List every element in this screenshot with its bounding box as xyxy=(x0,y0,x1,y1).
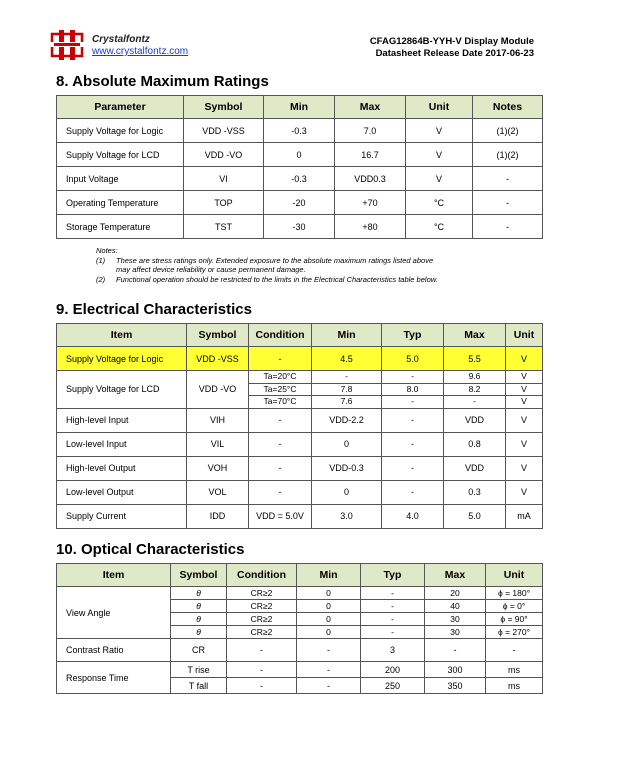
cell: - xyxy=(473,167,543,191)
section-title-optical: 10. Optical Characteristics xyxy=(56,541,245,558)
col-header: Max xyxy=(425,564,486,587)
cell: CR≥2 xyxy=(227,587,297,600)
cell: TST xyxy=(184,215,264,239)
cell: VOL xyxy=(187,480,249,504)
optical-table xyxy=(56,563,543,694)
cell-stack xyxy=(444,371,506,409)
col-header: Min xyxy=(297,564,361,587)
cell: V xyxy=(506,432,543,456)
col-header: Unit xyxy=(486,564,543,587)
cell: (1)(2) xyxy=(473,143,543,167)
col-header: Min xyxy=(312,324,382,347)
cell: 7.8 xyxy=(312,384,382,397)
cell: Storage Temperature xyxy=(57,215,184,239)
col-header: Symbol xyxy=(171,564,227,587)
cell: VDD-0.3 xyxy=(312,456,382,480)
cell: ms xyxy=(486,678,543,694)
cell: 300 xyxy=(425,662,486,678)
release-date: Datasheet Release Date 2017-06-23 xyxy=(375,48,534,59)
cell: CR xyxy=(171,639,227,662)
cell: VOH xyxy=(187,456,249,480)
cell: IDD xyxy=(187,504,249,528)
table-row xyxy=(57,167,543,191)
cell: -30 xyxy=(264,215,335,239)
cell: - xyxy=(249,408,312,432)
cell: Low-level Output xyxy=(57,480,187,504)
website-link[interactable]: www.crystalfontz.com xyxy=(92,46,189,57)
cell: V xyxy=(506,456,543,480)
cell: - xyxy=(361,626,425,639)
cell: 5.0 xyxy=(382,347,444,371)
note-2 xyxy=(96,275,438,285)
notes xyxy=(96,246,438,284)
table-row xyxy=(57,480,543,504)
cell: - xyxy=(473,396,476,406)
crystalfontz-logo-icon xyxy=(50,30,84,60)
table-row xyxy=(57,432,543,456)
col-header: Item xyxy=(57,564,171,587)
cell: Input Voltage xyxy=(57,167,184,191)
cell: VIH xyxy=(187,408,249,432)
note-1-cont xyxy=(96,265,438,275)
cell: V xyxy=(506,347,543,371)
cell: 7.0 xyxy=(335,119,406,143)
cell: 8.0 xyxy=(382,384,444,397)
cell: V xyxy=(506,408,543,432)
cell: View Angle xyxy=(57,587,171,639)
col-header: Max xyxy=(444,324,506,347)
cell: 8.2 xyxy=(444,384,506,397)
cell: - xyxy=(473,215,543,239)
cell: Supply Voltage for Logic xyxy=(57,119,184,143)
cell: ms xyxy=(486,662,543,678)
cell: Supply Voltage for Logic xyxy=(57,347,187,371)
cell: - xyxy=(361,587,425,600)
section-title-absolute-max: 8. Absolute Maximum Ratings xyxy=(56,73,269,90)
col-header: Unit xyxy=(406,96,473,119)
cell: VIL xyxy=(187,432,249,456)
cell: High-level Output xyxy=(57,456,187,480)
cell: ϕ = 0° xyxy=(486,600,543,613)
cell: VDD-2.2 xyxy=(312,408,382,432)
cell: Ta=70°C xyxy=(263,396,297,406)
absolute-max-table xyxy=(56,95,543,239)
cell: 0 xyxy=(297,613,361,626)
cell: Supply Current xyxy=(57,504,187,528)
cell: V xyxy=(506,371,543,384)
cell: -0.3 xyxy=(264,119,335,143)
cell: - xyxy=(382,408,444,432)
cell: VDD0.3 xyxy=(335,167,406,191)
cell: V xyxy=(406,167,473,191)
cell: θ xyxy=(171,626,227,639)
cell: V xyxy=(406,143,473,167)
cell: - xyxy=(227,662,297,678)
cell-stack xyxy=(506,371,543,409)
table-row xyxy=(57,119,543,143)
table-row xyxy=(57,639,543,662)
cell: T rise xyxy=(171,662,227,678)
note-text: may affect device reliability or cause permanent damage. xyxy=(116,265,306,274)
notes-heading: Notes: xyxy=(96,246,118,255)
cell: - xyxy=(249,480,312,504)
cell: mA xyxy=(506,504,543,528)
col-header: Unit xyxy=(506,324,543,347)
cell: - xyxy=(227,639,297,662)
col-header: Condition xyxy=(227,564,297,587)
cell: VDD xyxy=(444,456,506,480)
table-header-row xyxy=(57,564,543,587)
cell: - xyxy=(249,347,312,371)
cell: - xyxy=(411,396,414,406)
cell: +80 xyxy=(335,215,406,239)
cell: 0 xyxy=(264,143,335,167)
cell: θ xyxy=(171,613,227,626)
cell: Supply Voltage for LCD xyxy=(57,143,184,167)
cell: 5.5 xyxy=(444,347,506,371)
cell: CR≥2 xyxy=(227,613,297,626)
cell: 4.0 xyxy=(382,504,444,528)
cell: - xyxy=(312,371,382,384)
cell: 30 xyxy=(425,613,486,626)
cell: VDD xyxy=(444,408,506,432)
table-header-row xyxy=(57,96,543,119)
note-number: (1) xyxy=(96,255,106,265)
cell: VDD -VO xyxy=(187,371,249,409)
cell: - xyxy=(382,371,444,384)
cell: Ta=25°C xyxy=(249,384,312,397)
cell: - xyxy=(361,613,425,626)
cell: VDD -VO xyxy=(184,143,264,167)
cell: -0.3 xyxy=(264,167,335,191)
header-doc-info xyxy=(370,36,534,60)
cell: -20 xyxy=(264,191,335,215)
cell: 250 xyxy=(361,678,425,694)
section-title-electrical: 9. Electrical Characteristics xyxy=(56,301,252,318)
brand-name: Crystalfontz xyxy=(92,34,150,45)
cell: 9.6 xyxy=(444,371,506,384)
cell: - xyxy=(249,456,312,480)
col-header: Min xyxy=(264,96,335,119)
cell: Ta=20°C xyxy=(249,371,312,384)
cell: θ xyxy=(171,587,227,600)
cell-stack xyxy=(249,371,312,409)
col-header: Item xyxy=(57,324,187,347)
note-number: (2) xyxy=(96,274,106,284)
cell: ϕ = 90° xyxy=(486,613,543,626)
cell: - xyxy=(297,662,361,678)
note-text: Functional operation should be restricted to the limits in the Electrical Characteristics table below. xyxy=(116,274,438,284)
cell: Response Time xyxy=(57,662,171,694)
note-text: These are stress ratings only. Extended exposure to the absolute maximum ratings listed above xyxy=(116,255,434,265)
cell: 0.8 xyxy=(444,432,506,456)
cell: θ xyxy=(171,600,227,613)
cell: - xyxy=(361,600,425,613)
cell: 3 xyxy=(361,639,425,662)
table-row-highlighted xyxy=(57,347,543,371)
cell: °C xyxy=(406,215,473,239)
col-header: Notes xyxy=(473,96,543,119)
cell: 7.6 xyxy=(340,396,353,406)
col-header: Max xyxy=(335,96,406,119)
table-row xyxy=(57,456,543,480)
cell: Operating Temperature xyxy=(57,191,184,215)
cell: - xyxy=(425,639,486,662)
cell: High-level Input xyxy=(57,408,187,432)
table-row xyxy=(57,215,543,239)
cell: (1)(2) xyxy=(473,119,543,143)
cell: CR≥2 xyxy=(227,600,297,613)
table-row xyxy=(57,143,543,167)
cell: 3.0 xyxy=(312,504,382,528)
cell: Low-level Input xyxy=(57,432,187,456)
cell: 40 xyxy=(425,600,486,613)
table-row xyxy=(57,587,543,600)
cell: 4.5 xyxy=(312,347,382,371)
cell: 30 xyxy=(425,626,486,639)
cell: - xyxy=(382,456,444,480)
cell: V xyxy=(506,480,543,504)
col-header: Typ xyxy=(382,324,444,347)
cell: 0 xyxy=(297,626,361,639)
cell: V xyxy=(521,396,527,406)
cell: Supply Voltage for LCD xyxy=(57,371,187,409)
cell: 5.0 xyxy=(444,504,506,528)
col-header: Typ xyxy=(361,564,425,587)
cell: - xyxy=(297,639,361,662)
cell: TOP xyxy=(184,191,264,215)
cell: +70 xyxy=(335,191,406,215)
table-row xyxy=(57,371,543,409)
cell: ϕ = 270° xyxy=(486,626,543,639)
col-header: Parameter xyxy=(57,96,184,119)
cell-stack xyxy=(382,371,444,409)
page-header xyxy=(50,24,534,64)
cell: V xyxy=(406,119,473,143)
cell: VDD -VSS xyxy=(184,119,264,143)
cell: T fall xyxy=(171,678,227,694)
cell: - xyxy=(297,678,361,694)
cell: °C xyxy=(406,191,473,215)
cell: 0 xyxy=(312,432,382,456)
cell: ϕ = 180° xyxy=(486,587,543,600)
cell: V xyxy=(506,384,543,397)
cell: - xyxy=(227,678,297,694)
cell: 350 xyxy=(425,678,486,694)
cell: 0 xyxy=(297,600,361,613)
cell: 0.3 xyxy=(444,480,506,504)
cell: VDD -VSS xyxy=(187,347,249,371)
table-row xyxy=(57,504,543,528)
cell: VDD = 5.0V xyxy=(249,504,312,528)
col-header: Symbol xyxy=(184,96,264,119)
cell: 16.7 xyxy=(335,143,406,167)
cell: - xyxy=(382,480,444,504)
table-header-row xyxy=(57,324,543,347)
cell: 20 xyxy=(425,587,486,600)
cell: CR≥2 xyxy=(227,626,297,639)
cell: - xyxy=(473,191,543,215)
table-row xyxy=(57,191,543,215)
col-header: Symbol xyxy=(187,324,249,347)
cell: VI xyxy=(184,167,264,191)
table-row xyxy=(57,408,543,432)
cell: - xyxy=(249,432,312,456)
col-header: Condition xyxy=(249,324,312,347)
cell: - xyxy=(486,639,543,662)
cell: Contrast Ratio xyxy=(57,639,171,662)
note-1 xyxy=(96,256,438,266)
cell: 200 xyxy=(361,662,425,678)
cell: 0 xyxy=(312,480,382,504)
cell: - xyxy=(382,432,444,456)
table-row xyxy=(57,662,543,678)
cell: 0 xyxy=(297,587,361,600)
module-name: CFAG12864B-YYH-V Display Module xyxy=(369,36,534,47)
cell-stack xyxy=(312,371,382,409)
electrical-table xyxy=(56,323,543,529)
